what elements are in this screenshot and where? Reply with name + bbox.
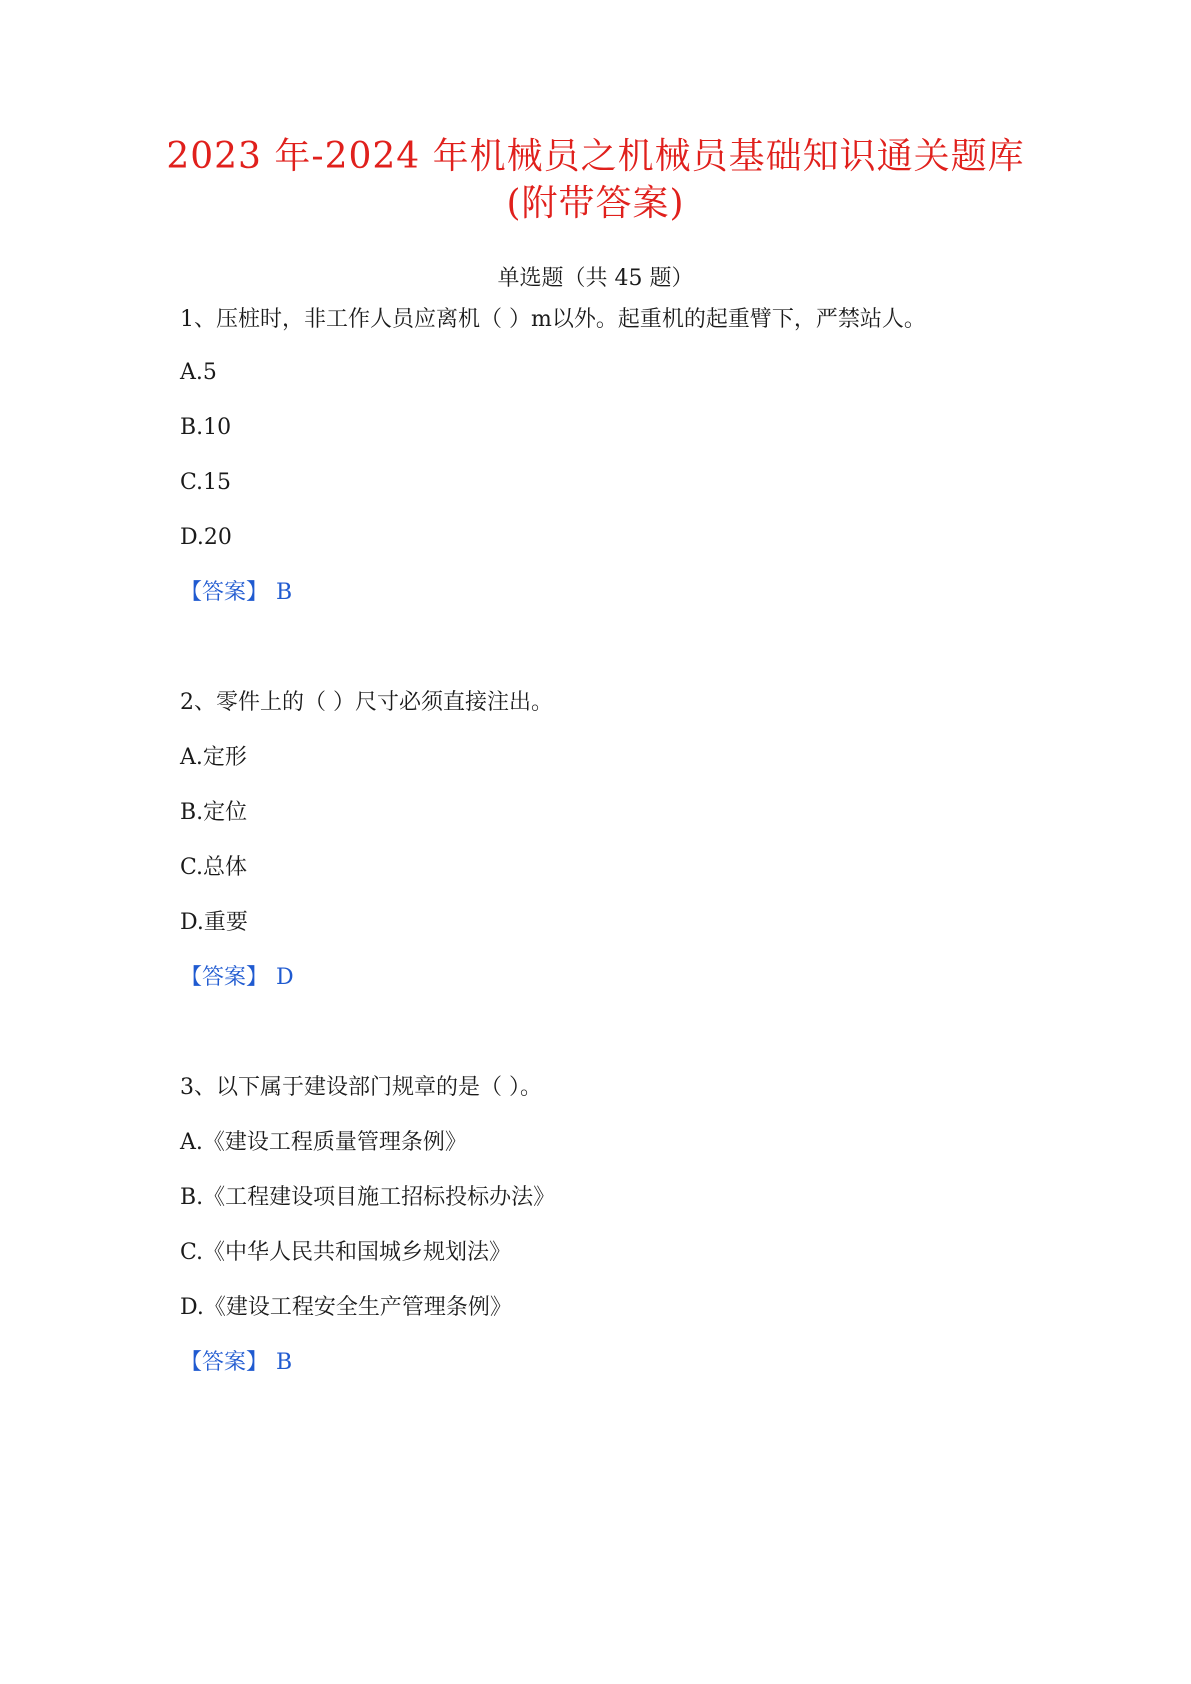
question-3-option-a: A.《建设工程质量管理条例》 <box>180 1130 467 1155</box>
section-heading: 单选题（共 45 题） <box>497 266 694 291</box>
question-2-option-c: C.总体 <box>180 855 248 880</box>
question-1-option-c: C.15 <box>180 470 232 495</box>
question-1-answer <box>180 578 292 608</box>
question-3-option-d: D.《建设工程安全生产管理条例》 <box>180 1295 512 1320</box>
answer-label: 【答案】 <box>180 580 269 605</box>
question-1-stem: 1、压桩时，非工作人员应离机（ ）m以外。起重机的起重臂下，严禁站人。 <box>180 307 926 332</box>
answer-value: B <box>276 580 293 605</box>
question-2-option-a: A.定形 <box>180 745 247 770</box>
question-3-option-c: C.《中华人民共和国城乡规划法》 <box>180 1240 512 1265</box>
question-3-answer <box>180 1348 292 1378</box>
question-3-stem: 3、以下属于建设部门规章的是（ ）。 <box>180 1075 542 1100</box>
answer-label: 【答案】 <box>180 1350 269 1375</box>
document-title-line1: 2023 年-2024 年机械员之机械员基础知识通关题库 <box>166 136 1025 177</box>
question-2-stem: 2、零件上的（ ）尺寸必须直接注出。 <box>180 690 553 715</box>
question-3-option-b: B.《工程建设项目施工招标投标办法》 <box>180 1185 556 1210</box>
answer-value: D <box>276 965 294 990</box>
answer-value: B <box>276 1350 293 1375</box>
question-1-option-b: B.10 <box>180 415 232 440</box>
question-2-answer <box>180 963 294 993</box>
question-2-option-b: B.定位 <box>180 800 248 825</box>
question-1-option-d: D.20 <box>180 525 232 550</box>
question-1-option-a: A.5 <box>180 360 217 385</box>
question-2-option-d: D.重要 <box>180 910 248 935</box>
document-title-line2: (附带答案) <box>506 183 685 224</box>
answer-label: 【答案】 <box>180 965 269 990</box>
